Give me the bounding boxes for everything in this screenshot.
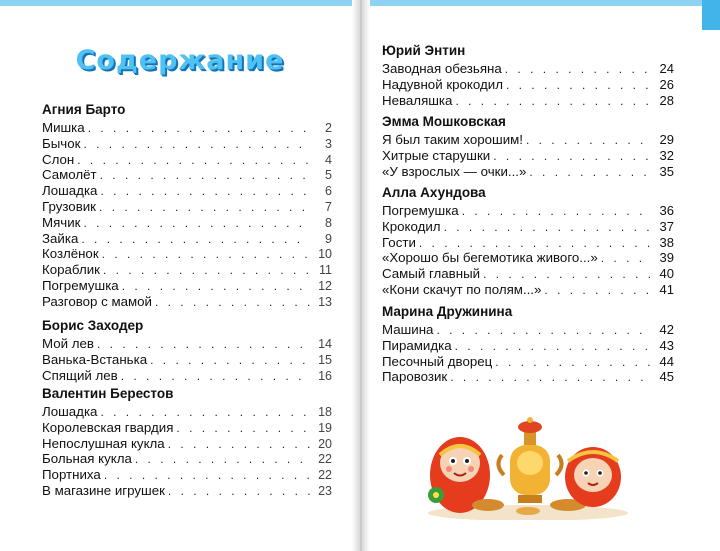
dot-leader <box>493 149 652 165</box>
author-heading: Валентин Берестов <box>42 386 174 401</box>
book-gutter <box>352 0 370 551</box>
page-number: 6 <box>325 184 332 199</box>
dot-leader <box>83 137 310 153</box>
corner-decoration <box>702 0 720 30</box>
page-number: 41 <box>659 281 674 297</box>
dot-leader <box>168 437 310 453</box>
page-number: 4 <box>325 152 332 167</box>
toc-entry <box>42 199 332 215</box>
entry-title: Грузовик <box>42 198 96 214</box>
dot-leader <box>601 251 652 267</box>
dot-leader <box>168 484 310 500</box>
matryoshka-doll-right <box>565 447 621 507</box>
dot-leader <box>104 468 310 484</box>
page-number: 35 <box>659 163 674 179</box>
page-number: 20 <box>318 436 332 451</box>
contents-section <box>382 183 674 298</box>
toys-illustration <box>418 415 638 520</box>
author-heading: Агния Барто <box>42 102 126 117</box>
entry-title: «Кони скачут по полям...» <box>382 281 542 297</box>
toc-entry <box>382 282 674 298</box>
entry-title: Надувной крокодил <box>382 76 503 92</box>
dot-leader <box>100 168 310 184</box>
contents-section <box>42 384 332 499</box>
author-heading: Юрий Энтин <box>382 43 466 58</box>
entry-title: Козлёнок <box>42 246 99 262</box>
toc-entry <box>382 322 674 338</box>
toc-entry <box>382 164 674 180</box>
toc-entry <box>42 278 332 294</box>
entry-title: Мишка <box>42 120 85 135</box>
toc-entry <box>42 336 332 352</box>
page-number: 22 <box>318 452 332 467</box>
page-number: 13 <box>318 294 332 309</box>
toc-entry <box>382 61 674 77</box>
toc-entry <box>382 219 674 235</box>
entry-title: Зайка <box>42 230 79 246</box>
entry-title: Больная кукла <box>42 451 132 467</box>
page-number: 14 <box>318 337 332 351</box>
author-heading: Эмма Мошковская <box>382 114 506 129</box>
entry-title: Кораблик <box>42 262 100 278</box>
entry-title: Спящий лев <box>42 367 118 383</box>
dot-leader <box>529 165 652 181</box>
dot-leader <box>100 184 310 200</box>
samovar <box>498 417 561 503</box>
entry-title: Гости <box>382 234 416 250</box>
dot-leader <box>88 121 310 137</box>
toc-entry <box>42 120 332 136</box>
contents-section <box>382 302 674 385</box>
toc-entry <box>42 404 332 420</box>
page-number: 10 <box>318 247 332 262</box>
entry-title: Разговор с мамой <box>42 293 152 309</box>
dot-leader <box>150 353 310 369</box>
entry-title: Паровозик <box>382 369 448 385</box>
page-number: 5 <box>325 168 332 183</box>
dot-leader <box>103 263 310 279</box>
dot-leader <box>121 369 310 385</box>
entry-title: Лошадка <box>42 404 98 419</box>
entry-title: Ванька-Встанька <box>42 351 148 367</box>
contents-section <box>382 112 674 179</box>
entry-title: Лошадка <box>42 183 98 199</box>
dot-leader <box>99 200 310 216</box>
toc-entry <box>42 152 332 168</box>
entry-title: Машина <box>382 322 434 337</box>
entry-title: Неваляшка <box>382 92 453 108</box>
entry-title: Крокодил <box>382 218 441 234</box>
top-band-right <box>370 0 720 6</box>
toc-entry <box>42 420 332 436</box>
toc-entry <box>382 250 674 266</box>
page-number: 44 <box>659 353 674 369</box>
page-number: 18 <box>318 405 332 419</box>
dot-leader <box>83 216 310 232</box>
top-band-left <box>0 0 352 6</box>
page-number: 29 <box>659 132 674 147</box>
entry-title: Непослушная кукла <box>42 435 165 451</box>
entry-title: «Хорошо бы бегемотика живого...» <box>382 250 598 266</box>
dot-leader <box>176 421 310 437</box>
entry-title: Самый главный <box>382 266 481 282</box>
toc-entry <box>382 338 674 354</box>
toc-entry <box>42 368 332 384</box>
toc-entry <box>42 262 332 278</box>
page-number: 11 <box>319 263 332 278</box>
entry-title: Портниха <box>42 467 101 483</box>
contents-section <box>42 316 332 383</box>
entry-title: Бычок <box>42 135 81 151</box>
page-number: 9 <box>325 231 332 246</box>
page-number: 3 <box>325 136 332 151</box>
dot-leader <box>506 78 652 94</box>
toc-entry <box>42 451 332 467</box>
toc-entry <box>42 136 332 152</box>
dot-leader <box>444 220 652 236</box>
dot-leader <box>436 323 652 339</box>
entry-title: Я был таким хорошим! <box>382 132 523 147</box>
page-number: 12 <box>318 278 332 293</box>
dot-leader <box>102 247 310 263</box>
dot-leader <box>97 337 310 353</box>
entry-title: «У взрослых — очки...» <box>382 163 527 179</box>
dot-leader <box>526 133 652 149</box>
toc-entry <box>382 203 674 219</box>
author-heading: Марина Дружинина <box>382 304 513 319</box>
entry-title: Пирамидка <box>382 337 452 353</box>
toc-entry <box>42 294 332 310</box>
dot-leader <box>455 94 652 110</box>
contents-section <box>382 41 674 108</box>
entry-title: Самолёт <box>42 167 97 183</box>
entry-title: Погремушка <box>382 203 459 218</box>
entry-title: Королевская гвардия <box>42 419 174 435</box>
page-number: 23 <box>318 483 332 498</box>
page-number: 19 <box>318 420 332 435</box>
page-number: 22 <box>318 468 332 483</box>
page-number: 40 <box>659 266 674 282</box>
page-number: 28 <box>659 92 674 108</box>
page-number: 26 <box>659 76 674 92</box>
dot-leader <box>135 452 310 468</box>
dot-leader <box>544 283 652 299</box>
dot-leader <box>483 267 652 283</box>
dot-leader <box>455 339 652 355</box>
toc-entry <box>42 167 332 183</box>
toc-entry <box>42 183 332 199</box>
page-number: 8 <box>325 215 332 230</box>
entry-title: В магазине игрушек <box>42 482 165 498</box>
dot-leader <box>495 355 652 371</box>
toc-entry <box>42 215 332 231</box>
toc-entry <box>382 148 674 164</box>
toc-entry <box>382 266 674 282</box>
dot-leader <box>462 204 652 220</box>
toc-entry <box>42 352 332 368</box>
toc-entry <box>382 369 674 385</box>
toc-entry <box>382 132 674 148</box>
toc-entry <box>382 354 674 370</box>
author-heading: Алла Ахундова <box>382 185 486 200</box>
page-number: 24 <box>659 61 674 76</box>
contents-section <box>42 100 332 310</box>
entry-title: Заводная обезьяна <box>382 61 502 76</box>
page-number: 43 <box>659 337 674 353</box>
page-title: Содержание <box>75 44 285 76</box>
entry-title: Хитрые старушки <box>382 147 491 163</box>
page-number: 2 <box>325 121 332 135</box>
dot-leader <box>450 370 652 386</box>
toc-entry <box>382 77 674 93</box>
entry-title: Погремушка <box>42 277 119 293</box>
dot-leader <box>505 62 652 78</box>
toc-entry <box>42 483 332 499</box>
entry-title: Мячик <box>42 214 81 230</box>
dot-leader <box>419 236 652 252</box>
toc-entry <box>42 231 332 247</box>
page-number: 38 <box>659 234 674 250</box>
toc-entry <box>382 93 674 109</box>
page-number: 36 <box>659 203 674 218</box>
entry-title: Мой лев <box>42 336 94 351</box>
toc-entry <box>382 235 674 251</box>
entry-title: Песочный дворец <box>382 353 493 369</box>
page-number: 16 <box>318 368 332 383</box>
page-number: 45 <box>659 369 674 385</box>
page-number: 32 <box>659 147 674 163</box>
toc-entry <box>42 246 332 262</box>
dot-leader <box>77 153 310 169</box>
page-number: 42 <box>659 322 674 337</box>
page-number: 39 <box>659 250 674 266</box>
toc-entry <box>42 467 332 483</box>
page-number: 7 <box>325 199 332 214</box>
dot-leader <box>81 232 310 248</box>
author-heading: Борис Заходер <box>42 318 144 333</box>
entry-title: Слон <box>42 151 75 167</box>
page-number: 37 <box>659 218 674 234</box>
toc-entry <box>42 436 332 452</box>
dot-leader <box>100 405 310 421</box>
dot-leader <box>122 279 310 295</box>
dot-leader <box>155 295 310 311</box>
page-number: 15 <box>318 352 332 367</box>
